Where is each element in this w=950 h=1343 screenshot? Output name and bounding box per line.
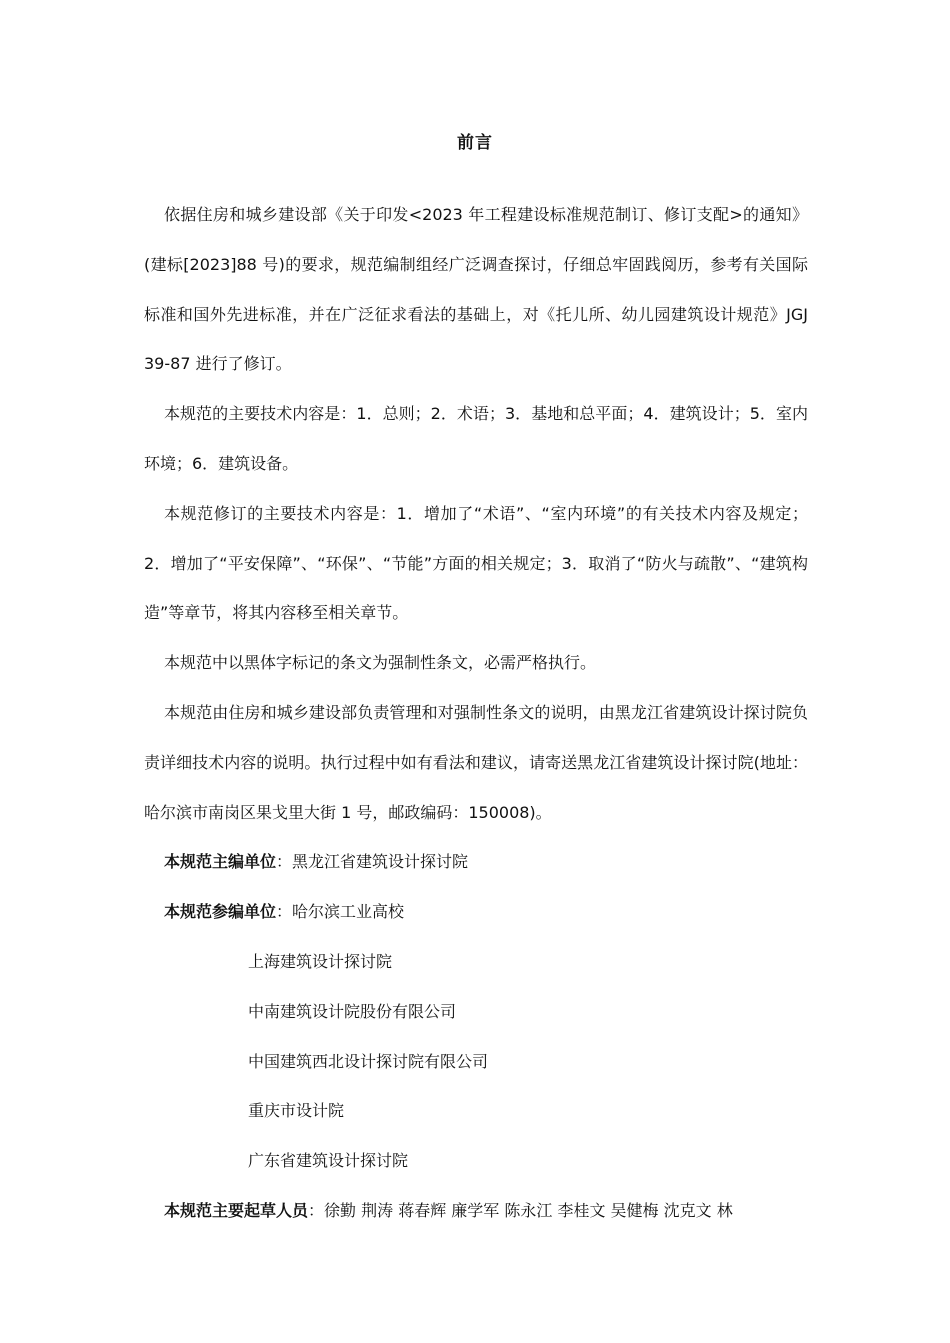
page-title: 前言: [457, 133, 493, 153]
drafters-row: [144, 1186, 808, 1236]
paragraph-revision-content: 本规范修订的主要技术内容是：1．增加了“术语”、“室内环境”的有关技术内容及规定；2．增加了“平安保障”、“环保”、“节能”方面的相关规定；3．取消了“防火与疏散”、“建筑构造”等章节，将其内容移至相关章节。: [144, 503, 808, 623]
participating-unit: 中国建筑西北设计探讨院有限公司: [248, 1051, 489, 1071]
participating-unit: 上海建筑设计探讨院: [248, 951, 393, 971]
chief-unit-sep: ：: [276, 852, 293, 872]
document-body: [144, 190, 808, 1236]
participating-unit: 重庆市设计院: [248, 1101, 345, 1121]
participating-unit: 广东省建筑设计探讨院: [248, 1151, 409, 1171]
participating-units-row: [144, 887, 808, 937]
paragraph-basis: 依据住房和城乡建设部《关于印发<2023 年工程建设标准规范制订、修订支配>的通知》(建标[2023]88 号)的要求，规范编制组经广泛调查探讨，仔细总牢固践阅历，参考有关国际标准和国外先进标准，并在广泛征求看法的基础上，对《托儿所、幼儿园建筑设计规范》JGJ 39-87 进行了修订。: [144, 205, 808, 374]
participating-units-label: 本规范参编单位: [164, 902, 277, 922]
paragraph-main-content: 本规范的主要技术内容是：1．总则；2．术语；3．基地和总平面；4．建筑设计；5．室内环境；6．建筑设备。: [144, 404, 808, 473]
drafters-value: 徐勤 荆涛 蒋春辉 廉学军 陈永江 李桂文 吴健梅 沈克文 林: [324, 1200, 733, 1220]
participating-unit: 中南建筑设计院股份有限公司: [248, 1001, 457, 1021]
chief-unit-label: 本规范主编单位: [164, 852, 277, 872]
drafters-sep: ：: [308, 1200, 325, 1220]
paragraph-mandatory-clauses: 本规范中以黑体字标记的条文为强制性条文，必需严格执行。: [164, 653, 597, 673]
drafters-label: 本规范主要起草人员: [164, 1200, 309, 1220]
participating-units-sep: ：: [276, 902, 293, 922]
chief-unit-value: 黑龙江省建筑设计探讨院: [292, 852, 469, 872]
paragraph-management: 本规范由住房和城乡建设部负责管理和对强制性条文的说明，由黑龙江省建筑设计探讨院负责详细技术内容的说明。执行过程中如有看法和建议，请寄送黑龙江省建筑设计探讨院(地址：哈尔滨市南岗区果戈里大街 1 号，邮政编码：150008)。: [144, 702, 808, 822]
participating-unit-first: 哈尔滨工业高校: [292, 902, 405, 922]
chief-unit-row: [144, 837, 808, 887]
